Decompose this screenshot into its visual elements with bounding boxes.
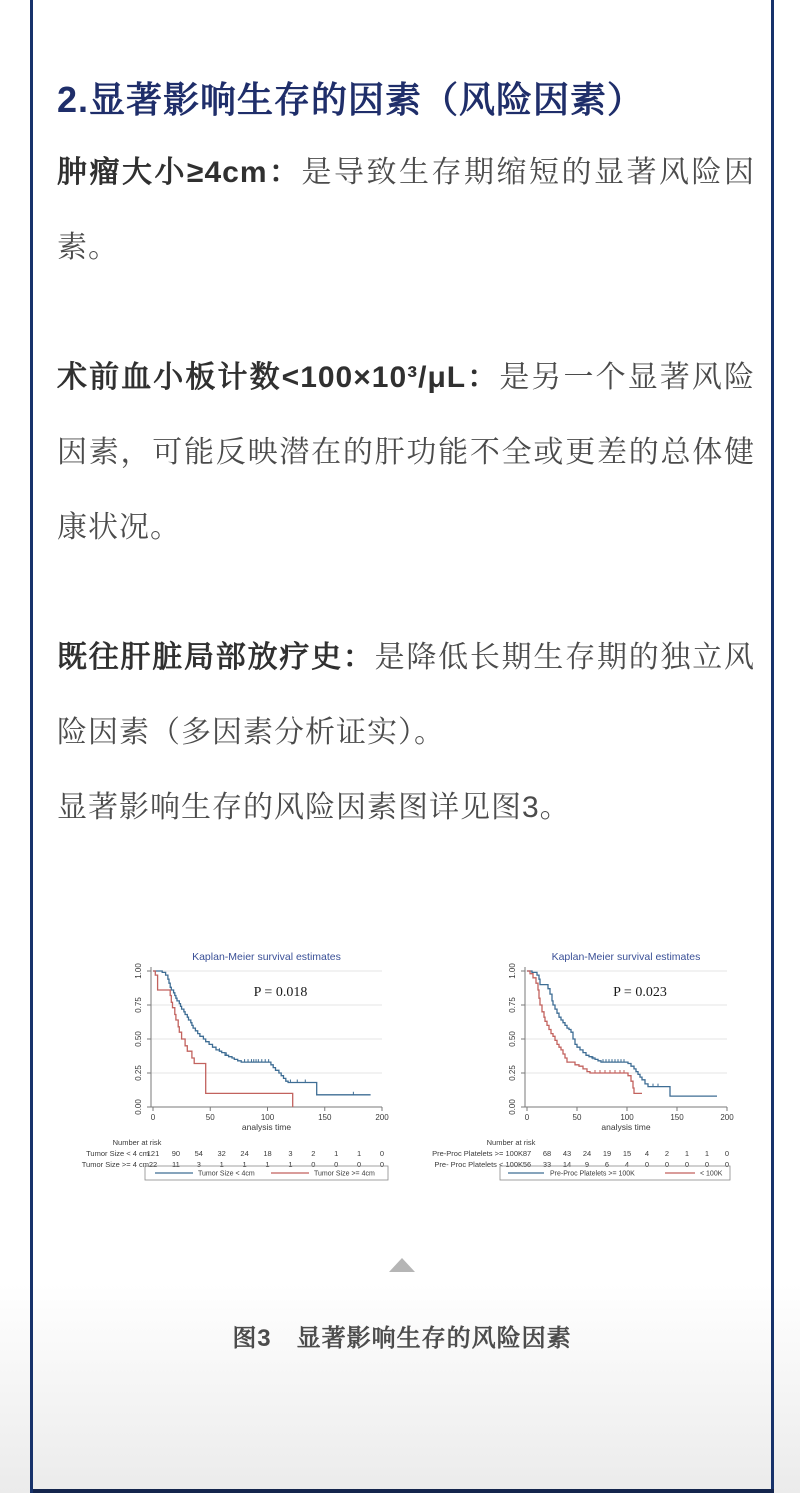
number-at-risk-value: 4 — [624, 1160, 630, 1170]
number-at-risk-value: 121 — [146, 1149, 160, 1159]
number-at-risk-value: 1 — [242, 1160, 247, 1170]
x-tick-label: 100 — [620, 1113, 634, 1123]
paragraph-figure-reference — [57, 770, 755, 845]
x-tick-label: 150 — [318, 1113, 332, 1123]
paragraph-body: 是另一个显著风险因素，可能反映潜在的肝功能不全或更差的总体健康状况。 — [57, 361, 755, 545]
x-axis-label: analysis time — [601, 1122, 651, 1133]
number-at-risk-value: 54 — [194, 1149, 203, 1159]
y-tick-label: 0.75 — [134, 997, 143, 1013]
number-at-risk-value: 43 — [562, 1149, 572, 1159]
text-block — [33, 78, 771, 845]
number-at-risk-value: 1 — [265, 1160, 270, 1170]
x-tick-label: 50 — [205, 1113, 215, 1123]
number-at-risk-header: Number at risk — [112, 1138, 162, 1148]
paragraph-lead: 术前血小板计数<100×10³/μL： — [57, 361, 500, 395]
x-tick-label: 200 — [720, 1113, 734, 1123]
number-at-risk-value: 1 — [288, 1160, 293, 1170]
number-at-risk-row-label: Pre- Proc Platelets < 100K — [434, 1160, 523, 1170]
paragraph-radiotherapy — [57, 620, 755, 770]
number-at-risk-value: 68 — [542, 1149, 552, 1159]
legend-label-0: Pre-Proc Platelets >= 100K — [550, 1170, 635, 1178]
y-tick-label: 1.00 — [134, 963, 143, 979]
number-at-risk-row-label: Pre-Proc Platelets >= 100K — [432, 1149, 523, 1159]
paragraph-lead: 既往肝脏局部放疗史： — [57, 641, 375, 675]
number-at-risk-value: 18 — [263, 1149, 272, 1159]
x-tick-label: 200 — [375, 1113, 389, 1123]
number-at-risk-value: 11 — [172, 1160, 180, 1170]
number-at-risk-value: 3 — [196, 1160, 201, 1170]
paragraph-body: 是导致生存期缩短的显著风险因素。 — [57, 156, 756, 265]
x-tick-label: 50 — [572, 1113, 582, 1123]
number-at-risk-value: 0 — [379, 1149, 385, 1159]
figure-3-charts — [33, 944, 771, 1184]
number-at-risk-value: 24 — [582, 1149, 592, 1159]
x-tick-label: 0 — [150, 1113, 156, 1123]
number-at-risk-value: 87 — [522, 1149, 532, 1159]
number-at-risk-value: 14 — [562, 1160, 572, 1170]
number-at-risk-value: 0 — [724, 1160, 730, 1170]
number-at-risk-header: Number at risk — [486, 1138, 536, 1148]
x-tick-label: 100 — [260, 1113, 275, 1123]
x-tick-label: 150 — [670, 1113, 684, 1123]
number-at-risk-value: 24 — [240, 1149, 249, 1159]
article-content — [33, 0, 771, 1489]
number-at-risk-value: 1 — [334, 1149, 339, 1159]
km-chart-platelets — [420, 944, 770, 1184]
paragraph-lead: 肿瘤大小≥4cm： — [57, 156, 302, 190]
km-chart-tumor-size — [75, 944, 390, 1184]
section-heading: 2.显著影响生存的因素（风险因素） — [57, 79, 645, 120]
number-at-risk-value: 0 — [311, 1160, 316, 1170]
number-at-risk-value: 1 — [357, 1149, 362, 1159]
y-tick-label: 0.50 — [134, 1031, 143, 1047]
paragraph-platelets — [57, 340, 755, 565]
p-value-label: P = 0.018 — [253, 985, 308, 1001]
number-at-risk-value: 2 — [311, 1149, 316, 1159]
y-tick-label: 0.25 — [134, 1065, 143, 1081]
number-at-risk-value: 2 — [664, 1149, 670, 1159]
number-at-risk-value: 32 — [217, 1149, 226, 1159]
y-tick-label: 1.00 — [508, 963, 517, 979]
bottom-frame-bar — [33, 1489, 774, 1493]
legend-label-1: Tumor Size >= 4cm — [314, 1170, 375, 1178]
chart-title: Kaplan-Meier survival estimates — [192, 951, 341, 964]
number-at-risk-row-label: Tumor Size >= 4 cm — [81, 1160, 149, 1170]
number-at-risk-value: 22 — [148, 1160, 158, 1170]
y-tick-label: 0.75 — [508, 997, 517, 1013]
number-at-risk-value: 0 — [334, 1160, 339, 1170]
number-at-risk-value: 1 — [684, 1149, 690, 1159]
number-at-risk-value: 1 — [219, 1160, 224, 1170]
p-value-label: P = 0.023 — [613, 985, 667, 1001]
x-axis-label: analysis time — [241, 1122, 292, 1133]
y-tick-label: 0.25 — [508, 1065, 517, 1081]
legend-label-1: < 100K — [700, 1170, 723, 1178]
number-at-risk-value: 4 — [644, 1149, 650, 1159]
number-at-risk-value: 90 — [171, 1149, 181, 1159]
paragraph-body: 显著影响生存的风险因素图详见图3。 — [57, 791, 571, 825]
chart-title: Kaplan-Meier survival estimates — [551, 951, 701, 964]
collapse-triangle-icon[interactable] — [389, 1258, 415, 1272]
number-at-risk-value: 3 — [288, 1149, 293, 1159]
figure-caption: 图3 显著影响生存的风险因素 — [232, 1325, 572, 1353]
paragraph-body: 是降低长期生存期的独立风险因素（多因素分析证实）。 — [57, 641, 756, 750]
number-at-risk-value: 15 — [622, 1149, 632, 1159]
number-at-risk-value: 6 — [604, 1160, 610, 1170]
number-at-risk-value: 0 — [644, 1160, 650, 1170]
number-at-risk-value: 9 — [584, 1160, 590, 1170]
number-at-risk-value: 0 — [724, 1149, 730, 1159]
number-at-risk-value: 1 — [704, 1149, 710, 1159]
number-at-risk-value: 19 — [602, 1149, 612, 1159]
number-at-risk-row-label: Tumor Size < 4 cm — [86, 1149, 149, 1159]
number-at-risk-value: 56 — [522, 1160, 532, 1170]
y-tick-label: 0.00 — [508, 1099, 517, 1115]
collapse-triangle-wrap — [33, 1258, 771, 1272]
y-tick-label: 0.00 — [134, 1099, 143, 1115]
right-frame-border — [771, 0, 774, 1493]
number-at-risk-value: 0 — [379, 1160, 385, 1170]
paragraph-tumor-size — [57, 135, 755, 285]
number-at-risk-value: 33 — [542, 1160, 552, 1170]
number-at-risk-value: 0 — [664, 1160, 670, 1170]
y-tick-label: 0.50 — [508, 1031, 517, 1047]
x-tick-label: 0 — [524, 1113, 530, 1123]
number-at-risk-value: 0 — [684, 1160, 690, 1170]
number-at-risk-value: 0 — [704, 1160, 710, 1170]
number-at-risk-value: 0 — [357, 1160, 362, 1170]
legend-label-0: Tumor Size < 4cm — [198, 1170, 255, 1178]
